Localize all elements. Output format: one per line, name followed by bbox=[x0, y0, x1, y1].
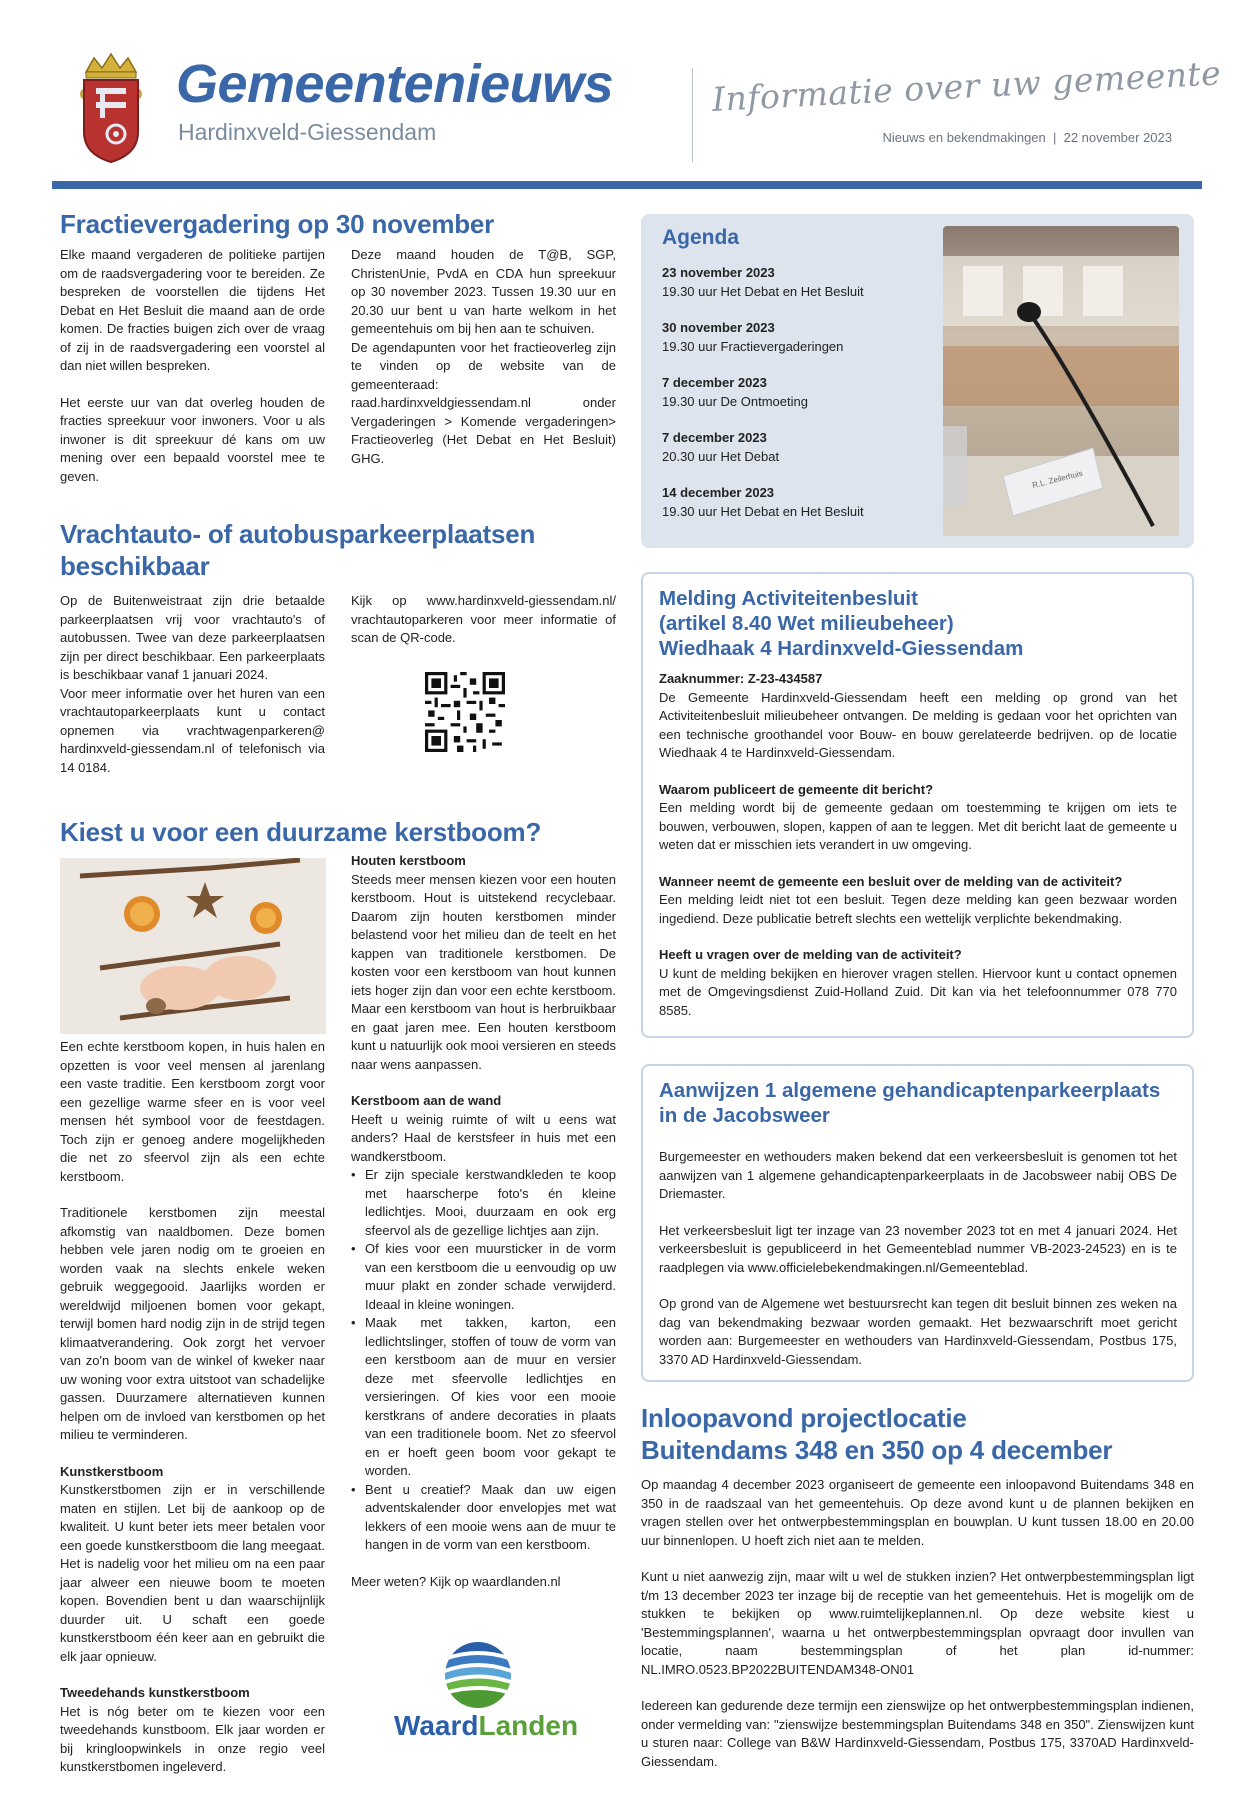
melding-intro: De Gemeente Hardinxveld-Giessendam heeft een melding op grond van het Activiteitenbesluit milieubeheer ontvangen. De melding is gedaan voor het oprichten van een technische groothandel voor Bouw- en bouw gerelateerde bedrijven. op de locatie Wiedhaak 4 te Hardinxveld-Giessendam. bbox=[659, 689, 1177, 760]
kerst-p2: Traditionele kerstbomen zijn meestal afkomstig van naaldbomen. Deze bomen hebben vele jaren nodig om te groeien en worden vaak na slechts enkele weken gebruik weggegooid. Jaarlijks worden er wereldwijd miljoenen bomen voor gekapt, terwijl bomen hard nodig zijn in de strijd tegen klimaatverandering. Ook zorgt het vervoer van zo'n boom van de winkel of kweker naar uw woning voor extra uitstoot van schadelijke gassen. Duurzamere alternatieven kunnen helpen om de invloed van kerstbomen op het milieu te verminderen. bbox=[60, 1205, 325, 1442]
header bbox=[0, 0, 1252, 190]
aanwijzen-body bbox=[659, 1148, 1177, 1369]
list-item: • Bent u creatief? Maak dan uw eigen adventskalender door envelopjes met wat lekkers of een mooie wens aan de muur te hangen in de vorm van een kerstboom. bbox=[351, 1481, 616, 1555]
waardlanden-wordmark bbox=[386, 1710, 586, 1742]
aanwijzen-p2: Het verkeersbesluit ligt ter inzage van 23 november 2023 tot en met 4 januari 2024. Het verkeersbesluit is gepubliceerd in het Gemeenteblad nummer VB-2023-24523) en is te raadplegen via www.officielebekendmakingen.nl/Gemeenteblad. bbox=[659, 1222, 1177, 1275]
inloop-p1: Op maandag 4 december 2023 organiseert de gemeente een inloopavond Buitendams 348 en 350 in de raadszaal van het gemeentehuis. Op deze avond kunt u de plannen bekijken en vragen stellen over het ontwerpbestemmingsplan en bouwplan. U kunt tussen 18.00 en 20.00 uur binnenlopen. U hoeft zich niet aan te melden. bbox=[641, 1477, 1194, 1548]
header-rule bbox=[52, 181, 1202, 189]
waardlanden-logo bbox=[386, 1640, 586, 1740]
agenda-item bbox=[662, 319, 932, 356]
aanwijzen-title-line1: Aanwijzen 1 algemene gehandicaptenparkeerplaats bbox=[659, 1079, 1161, 1102]
kerst-col2 bbox=[351, 852, 616, 1591]
kunst-text: Kunstkerstbomen zijn er in verschillende maten en stijlen. Let bij de aankoop op de kwaliteit. U kunt beter iets meer betalen voor een goede kunstkerstboom die lang meegaat. Het is nadelig voor het milieu om na een paar jaar alweer een nieuwe boom te moeten kopen. Bovendien bent u dan waarschijnlijk duurder uit. U schaft een goede kunstkerstboom één keer aan en gebruikt die elk jaar opnieuw. bbox=[60, 1482, 325, 1664]
fractie-p3: Deze maand houden de T@B, SGP, ChristenUnie, PvdA en CDA hun spreekuur op 30 november 2023. Tussen 19.30 uur en 20.30 uur bent u van harte welkom in het gemeentehuis om bij hen aan te schuiven. bbox=[351, 247, 616, 336]
aanwijzen-p3: Op grond van de Algemene wet bestuursrecht kan tegen dit besluit binnen zes weken na dag van bekendmaking bezwaar worden gemaakt. Het bezwaarschrift moet gericht worden aan: Burgemeester en wethouders van Hardinxveld-Giessendam, Postbus 175, 3370 AD Hardinxveld-Giessendam. bbox=[659, 1296, 1177, 1367]
agenda-title: Agenda bbox=[662, 226, 740, 249]
fractie-p2: Het eerste uur van dat overleg houden de fracties spreekuur voor inwoners. Voor u als inwoner is dit spreekuur dé kans om uw mening over een bepaald voorstel mee te geven. bbox=[60, 394, 325, 484]
wordmark-waard: Waard bbox=[393, 1710, 479, 1741]
melding-title-line2: (artikel 8.40 Wet milieubeheer) bbox=[659, 612, 954, 635]
agenda-item bbox=[662, 374, 932, 411]
list-item: • Of kies voor een muursticker in de vorm van een kerstboom die u eenvoudig op uw muur plakt en zonder schade verwijderd. Ideaal in kleine woningen. bbox=[351, 1240, 616, 1314]
inloop-p2: Kunt u niet aanwezig zijn, maar wilt u wel de stukken inzien? Het ontwerpbestemmingsplan ligt t/m 13 december 2023 ter inzage bij de receptie van het gemeentehuis. Het is mogelijk om de stukken te bekijken op www.ruimtelijkeplannen.nl. Op deze website kiest u 'Bestemmingsplannen', waarna u het ontwerpbestemmingsplan opvraagt door invullen van locatie, naam bestemmingsplan of het plan id-nummer: NL.IMRO.0523.BP2022BUITENDAM348-ON01 bbox=[641, 1569, 1194, 1677]
header-divider bbox=[692, 68, 693, 162]
kunst-heading: Kunstkerstboom bbox=[60, 1463, 164, 1479]
melding-q1: Waarom publiceert de gemeente dit bericht? bbox=[659, 781, 934, 797]
qr-code[interactable] bbox=[425, 672, 505, 752]
christmas-decoration-photo bbox=[60, 858, 326, 1034]
wand-heading: Kerstboom aan de wand bbox=[351, 1093, 502, 1108]
vracht-title-line1: Vrachtauto- of autobusparkeerplaatsen bbox=[60, 519, 536, 549]
inloop-p3: Iedereen kan gedurende deze termijn een zienswijze op het ontwerpbestemmingsplan indienen, onder vermelding van: "zienswijze bestemmingsplan Buitendams 348 en 350". Zienswijzen kunt u sturen naar: College van B&W Hardinxveld-Giessendam, Postbus 175, 3370AD Hardinxveld-Giessendam. bbox=[641, 1698, 1194, 1769]
agenda-text: 19.30 uur De Ontmoeting bbox=[662, 393, 808, 409]
melding-q2: Wanneer neemt de gemeente een besluit over de melding van de activiteit? bbox=[659, 873, 1123, 889]
aanwijzen-title-line2: in de Jacobsweer bbox=[659, 1104, 830, 1127]
agenda-item bbox=[662, 429, 932, 466]
agenda-date: 7 december 2023 bbox=[662, 375, 767, 390]
aanwijzen-panel bbox=[641, 1064, 1194, 1382]
melding-title-line3: Wiedhaak 4 Hardinxveld-Giessendam bbox=[659, 637, 1024, 660]
vracht-col1 bbox=[60, 592, 325, 777]
agenda-list bbox=[662, 264, 932, 521]
nameplate-text: R.L. Zeilerhuis bbox=[1031, 468, 1084, 490]
list-item: • Er zijn speciale kerstwandkleden te koop met haarscherpe foto's én kleine ledlichtjes. Mooi, duurzaam en ook erg sfeervol als de gezellige lichtjes aan zijn. bbox=[351, 1166, 616, 1240]
inloop-title bbox=[641, 1402, 1201, 1466]
agenda-text: 20.30 uur Het Debat bbox=[662, 448, 780, 464]
melding-a3: U kunt de melding bekijken en hierover vragen stellen. Hiervoor kunt u contact opnemen met de Omgevingsdienst Zuid-Holland Zuid. Dit kan via het telefoonnummer 078 770 8585. bbox=[659, 965, 1177, 1018]
fractie-p4: De agendapunten voor het fractieoverleg zijn te vinden op de website van de gemeenteraad: raad.hardinxveldgiessendam.nl onder Vergaderingen > Komende vergaderingen> Fractieoverleg (Het Debat en Het Besluit) GHG. bbox=[351, 339, 616, 466]
wand-bullets bbox=[351, 1166, 616, 1555]
agenda-date: 23 november 2023 bbox=[662, 265, 775, 280]
tweede-text: Het is nóg beter om te kiezen voor een tweedehands kunstboom. Elk jaar worden er bij kringloopwinkels in onze regio veel kunstkerstbomen ingeleverd. bbox=[60, 1703, 325, 1774]
melding-body bbox=[659, 670, 1177, 1020]
agenda-text: 19.30 uur Fractievergaderingen bbox=[662, 338, 844, 354]
agenda-item bbox=[662, 264, 932, 301]
agenda-item bbox=[662, 484, 932, 521]
kerst-p1: Een echte kerstboom kopen, in huis halen en opzetten is voor veel mensen al jarenlang een vaste traditie. Een kerstboom zorgt voor een gezellige warme sfeer en is voor veel mensen hét symbool voor de feestdagen. Toch zijn er genoeg andere mogelijkheden die net zo sfeervol zijn als een echte kerstboom. bbox=[60, 1039, 325, 1184]
municipality-name: Hardinxveld-Giessendam bbox=[178, 119, 437, 145]
kerst-col1 bbox=[60, 1038, 325, 1777]
agenda-panel bbox=[641, 214, 1194, 548]
inloop-title-line2: Buitendams 348 en 350 op 4 december bbox=[641, 1435, 1113, 1465]
kerst-title: Kiest u voor een duurzame kerstboom? bbox=[60, 817, 542, 847]
melding-q3: Heeft u vragen over de melding van de activiteit? bbox=[659, 947, 962, 962]
inloop-body bbox=[641, 1476, 1194, 1771]
vracht-col2 bbox=[351, 592, 616, 648]
wand-text: Heeft u weinig ruimte of wilt u eens wat anders? Haal de kerstsfeer in huis met een wandkerstboom. bbox=[351, 1111, 616, 1164]
melding-title-line1: Melding Activiteitenbesluit bbox=[659, 587, 918, 610]
masthead-title: Gemeentenieuws bbox=[176, 54, 614, 114]
vracht-p1: Op de Buitenweistraat zijn drie betaalde parkeerplaatsen vrij voor vrachtauto's of autobussen. Twee van deze parkeerplaatsen zijn per direct beschikbaar. Een parkeerplaats is beschikbaar vanaf 1 januari 2024. bbox=[60, 593, 325, 682]
council-microphone-photo bbox=[943, 226, 1179, 536]
wordmark-landen: Landen bbox=[478, 1710, 579, 1741]
hout-text: Steeds meer mensen kiezen voor een houten kerstboom. Hout is uitstekend recyclebaar. Daarom zijn houten kerstbomen minder belastend voor het milieu dan de teelt en het kappen van traditionele kerstbomen. De kosten voor een kerstboom van hout kunnen iets hoger zijn dan voor een echte kerstboom. Maar een kerstboom van hout is herbruikbaar en gaat jaren mee. Een houten kerstboom kunt u natuurlijk ook mooi versieren en steeds naar wens aanpassen. bbox=[351, 871, 616, 1072]
agenda-text: 19.30 uur Het Debat en Het Besluit bbox=[662, 503, 864, 519]
fractie-col1 bbox=[60, 246, 325, 486]
agenda-text: 19.30 uur Het Debat en Het Besluit bbox=[662, 283, 864, 299]
aanwijzen-p1: Burgemeester en wethouders maken bekend dat een verkeersbesluit is genomen tot het aanwijzen van 1 algemene gehandicaptenparkeerplaats in de Jacobsweer nabij OBS De Driemaster. bbox=[659, 1149, 1177, 1201]
kerst-more-link[interactable]: Meer weten? Kijk op waardlanden.nl bbox=[351, 1573, 561, 1589]
melding-a1: Een melding wordt bij de gemeente gedaan om toestemming te krijgen om iets te bouwen, verbouwen, slopen, kappen of aan te leggen. Met dit bericht laat de gemeente u weten dat er misschien iets verandert in uw omgeving. bbox=[659, 800, 1177, 852]
fractie-title: Fractievergadering op 30 november bbox=[60, 209, 495, 239]
tagline: Informatie over uw gemeente bbox=[710, 53, 1223, 119]
vracht-title bbox=[60, 518, 640, 582]
vracht-p3: Kijk op www.hardinxveld-giessendam.nl/ vrachtautoparkeren voor meer informatie of scan de QR-code. bbox=[351, 593, 616, 645]
inloop-title-line1: Inloopavond projectlocatie bbox=[641, 1403, 967, 1433]
zaaknummer: Zaaknummer: Z-23-434587 bbox=[659, 671, 823, 686]
agenda-date: 7 december 2023 bbox=[662, 430, 767, 445]
agenda-date: 14 december 2023 bbox=[662, 485, 775, 500]
fractie-p1: Elke maand vergaderen de politieke partijen om de raadsvergadering voor te bereiden. Ze bespreken de voorstellen die tijdens Het Debat en Het Besluit die maand aan de orde komen. De fracties buigen zich over de vraag of zij in de raadsvergadering een voorstel al dan niet willen bespreken. bbox=[60, 247, 325, 373]
vracht-p2: Voor meer informatie over het huren van een vrachtautoparkeerplaats kunt u contact opnemen via vrachtwagenparkeren@ hardinxveld-giessendam.nl of telefonisch via 14 0184. bbox=[60, 685, 325, 775]
coat-of-arms-icon bbox=[76, 50, 146, 165]
melding-a2: Een melding leidt niet tot een besluit. Tegen deze melding kan geen bezwaar worden ingediend. Deze publicatie betreft slechts een wettelijk verplichte bekendmaking. bbox=[659, 892, 1177, 926]
agenda-date: 30 november 2023 bbox=[662, 320, 775, 335]
waardlanden-globe-icon bbox=[442, 1640, 514, 1710]
list-item: • Maak met takken, karton, een ledlichtslinger, stoffen of touw de vorm van een kerstboom aan de muur en versier deze met sfeervolle ledlichtjes en versieringen. Of kies voor een mooie kerstkrans of andere decoraties in plaats van een traditionele boom. Net zo sfeervol en er hoeft geen boom voor gekapt te worden. bbox=[351, 1314, 616, 1481]
tweede-heading: Tweedehands kunstkerstboom bbox=[60, 1685, 250, 1700]
hout-heading: Houten kerstboom bbox=[351, 853, 466, 868]
aanwijzen-title bbox=[659, 1078, 1179, 1128]
melding-panel bbox=[641, 572, 1194, 1038]
vracht-title-line2: beschikbaar bbox=[60, 551, 210, 581]
header-meta: Nieuws en bekendmakingen | 22 november 2023 bbox=[882, 130, 1172, 145]
melding-title bbox=[659, 586, 1179, 661]
fractie-col2 bbox=[351, 246, 616, 468]
